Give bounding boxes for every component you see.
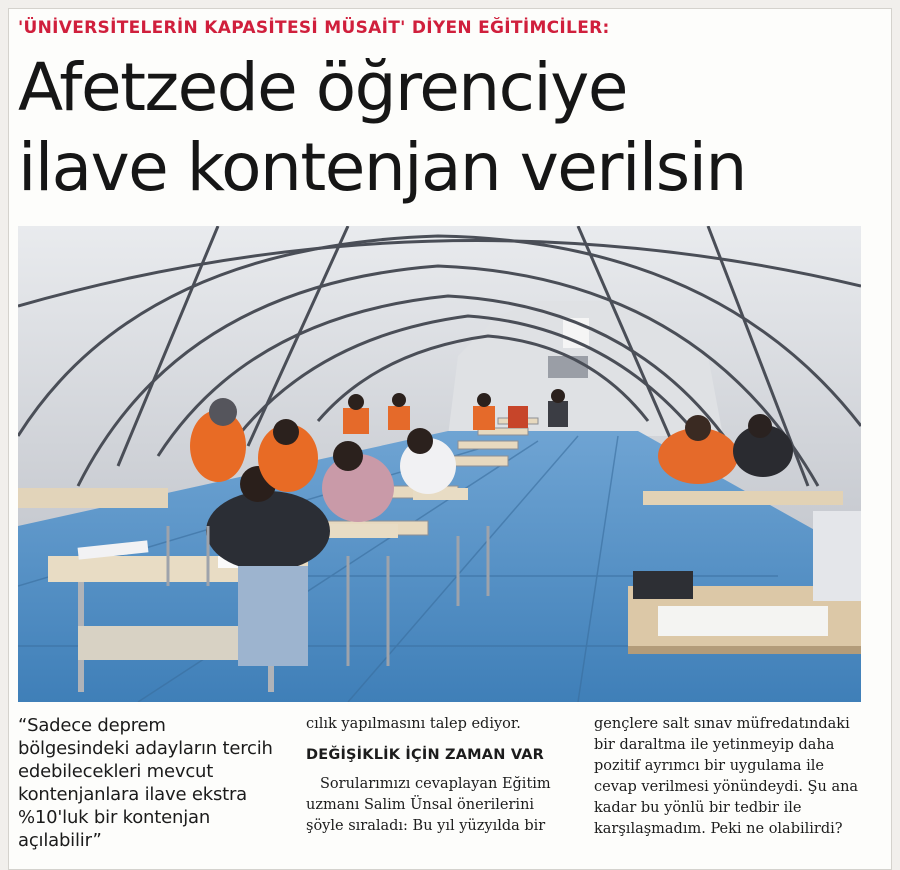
headline-line-1: Afetzede öğrenciye bbox=[18, 49, 627, 126]
pull-quote: “Sadece deprem bölgesindeki adayların tercih edebilecekleri mevcut kontenjanlara ilave ekstra %10'luk bir kontenjan açılabilir” bbox=[18, 715, 273, 851]
kicker: 'ÜNİVERSİTELERİN KAPASİTESİ MÜSAİT' DİYEN EĞİTİMCİLER: bbox=[18, 18, 610, 38]
headline-line-2: ilave kontenjan verilsin bbox=[18, 129, 746, 206]
column-2-continued-text: cılık yapılmasını talep ediyor. bbox=[306, 716, 521, 732]
column-3 bbox=[594, 714, 869, 840]
tent-classroom-photo bbox=[18, 226, 861, 702]
column-2 bbox=[306, 714, 566, 837]
column-3-text: gençlere salt sınav müfredatındaki bir daraltma ile yetinmeyip daha pozitif ayrımcı bir uygulama ile cevap verilmesi yönündeydi. Şu ana kadar bu yönlü bir tedbir ile karşılaşmadım. Peki ne olabilirdi? bbox=[594, 716, 859, 837]
column-2-paragraph: Sorularımızı cevaplayan Eğitim uzmanı Salim Ünsal önerilerini şöyle sıraladı: Bu yıl yüzyılda bir bbox=[306, 776, 551, 834]
subheading: DEĞİŞİKLİK İÇİN ZAMAN VAR bbox=[306, 747, 545, 763]
column-1 bbox=[18, 714, 280, 852]
headline bbox=[18, 48, 878, 208]
